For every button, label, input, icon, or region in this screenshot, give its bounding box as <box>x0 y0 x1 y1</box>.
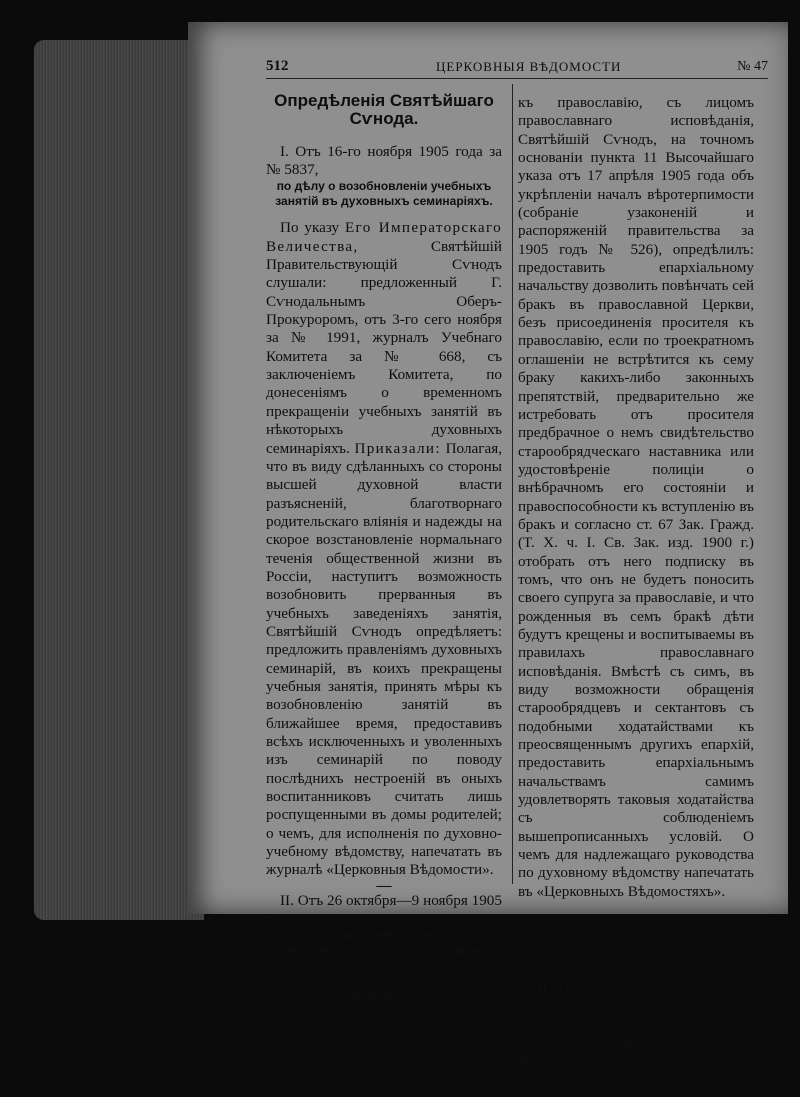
section-title: Опредѣленія Святѣйшаго Сѵнода. <box>274 91 494 129</box>
issue-number: № 47 <box>737 59 768 74</box>
left-column <box>266 88 502 1097</box>
book-page <box>188 22 788 1096</box>
decree-2-continued: къ православію, съ лицомъ православнаго исповѣданія, Святѣйшій Сѵнодъ, на точномъ основаніи пункта 11 Высочайшаго указа отъ 17 апрѣля 1905 года объ укрѣпленіи началъ вѣротерпимости (собраніе узаконеній и распоряженій правительства за 1905 годъ № 526), опредѣлилъ: предоставить епархіальному начальству дозволить повѣнчать сей бракъ въ православной Церкви, безъ присоединенія просителя къ православію, если по троекратномъ оглашеніи не встрѣтится къ сему браку какихъ-либо законныхъ препятствій, предварительно же истребовать отъ просителя предбрачное о немъ свидѣтельство старообрядческаго наставника или удостовѣреніе полиціи о внѣбрачномъ его состояніи и правоспособности къ вступленію въ бракъ и согласно ст. 67 Зак. Гражд. (Т. Х. ч. I. Св. Зак. изд. 1900 г.) отобрать отъ него подписку въ томъ, что онъ не будетъ поносить своего супруга за православіе, и что рожденныя въ семъ бракѣ дѣти будутъ крещены и воспитываемы въ правилахъ православнаго исповѣданія. Вмѣстѣ съ симъ, въ виду возможности обращенія старообрядцевъ и сектантовъ съ подобными ходатайствами къ преосвященнымъ другихъ епархій, предоставить епархіальнымъ начальствамъ самимъ удовлетворять таковыя ходатайства съ соблюденіемъ вышепрописанныхъ условій. О чемъ для надлежащаго руководства по духовному вѣдомству напечатать въ «Церковныхъ Вѣдомостяхъ». <box>518 94 754 900</box>
decree-3: III. Отъ 30 сентября—8 октября 1905 года за № 4914, Сухумскій епархіальный наблюдатель церковныхъ школъ, протоіерей Василій Ястребовъ уволенъ, <box>518 979 754 1071</box>
decree-1-majesty: Его Императорскаго Величества, <box>266 219 502 255</box>
book-page-edges <box>34 40 204 920</box>
divider: — <box>376 876 392 894</box>
running-title: ЦЕРКОВНЫЯ ВѢДОМОСТИ <box>436 59 622 74</box>
decree-1-body-a: По указу <box>280 219 340 237</box>
right-column <box>518 94 754 1072</box>
divider: — <box>628 914 644 932</box>
decree-1-ordered: Приказали: <box>354 439 441 457</box>
decree-2-body: Выслушавъ ходатайство одного изъ епархіальныхъ начальствъ о разрѣшеніи повѣнчать по чину православной Церкви лицо, принадлежащее къ старообрядчеству, безъ присоединенія его <box>266 968 502 1096</box>
decree-1-body-c: Полагая, что въ виду сдѣланныхъ со стороны высшей духовной власти разъясненій, благотворнаго родительскаго вліянія и надежды на скорое возстановленіе нормальнаго теченія общественной жизни въ Россіи, наступитъ возможность возобновить прерванныя въ учебныхъ заведеніяхъ занятія, Святѣйшій Сѵнодъ опредѣляетъ: предложить правленіямъ духовныхъ семинарій, въ коихъ прекращены учебныя занятія, принять мѣры къ возобновленію занятій въ ближайшее время, предоставивъ всѣхъ исключенныхъ и уволенныхъ изъ семинарій по поводу послѣднихъ нестроеній въ оныхъ воспитанниковъ считать лишь роспущенными въ домы родителей; о чемъ, для исполненія по духовно-учебному вѣдомству, напечатать въ журналѣ «Церковныя Вѣдомости». <box>266 439 503 879</box>
decree-1-body-b: Святѣйшій Правительствующій Сѵнодъ слушали: предложенный Г. Сѵнодальнымъ Оберъ-Прокуроромъ, отъ 3-го сего ноября за № 1991, журналъ Учебнаго Комитета за № 668, съ заключеніемъ Комитета, по донесеніямъ о временномъ прекращеніи учебныхъ занятій въ нѣкоторыхъ духовныхъ семинаріяхъ. <box>266 237 502 457</box>
column-divider <box>512 84 513 884</box>
decree-2-subject: о порядкѣ повѣнчанія лицъ православныхъ съ старообрядцами. <box>272 928 496 958</box>
decree-1-intro: I. Отъ 16-го ноября 1905 года за № 5837, <box>266 142 502 179</box>
decree-2-intro: II. Отъ 26 октября—9 ноября 1905 г. <box>266 891 502 928</box>
page-number: 512 <box>266 58 289 74</box>
section-heading: Опредѣленіями Святѣйшаго Сѵнода: <box>528 943 744 979</box>
decree-1-subject: по дѣлу о возобновленіи учебныхъ занятій въ духовныхъ семинаріяхъ. <box>275 179 493 209</box>
decree-1-body <box>266 219 502 879</box>
running-header <box>266 58 768 79</box>
